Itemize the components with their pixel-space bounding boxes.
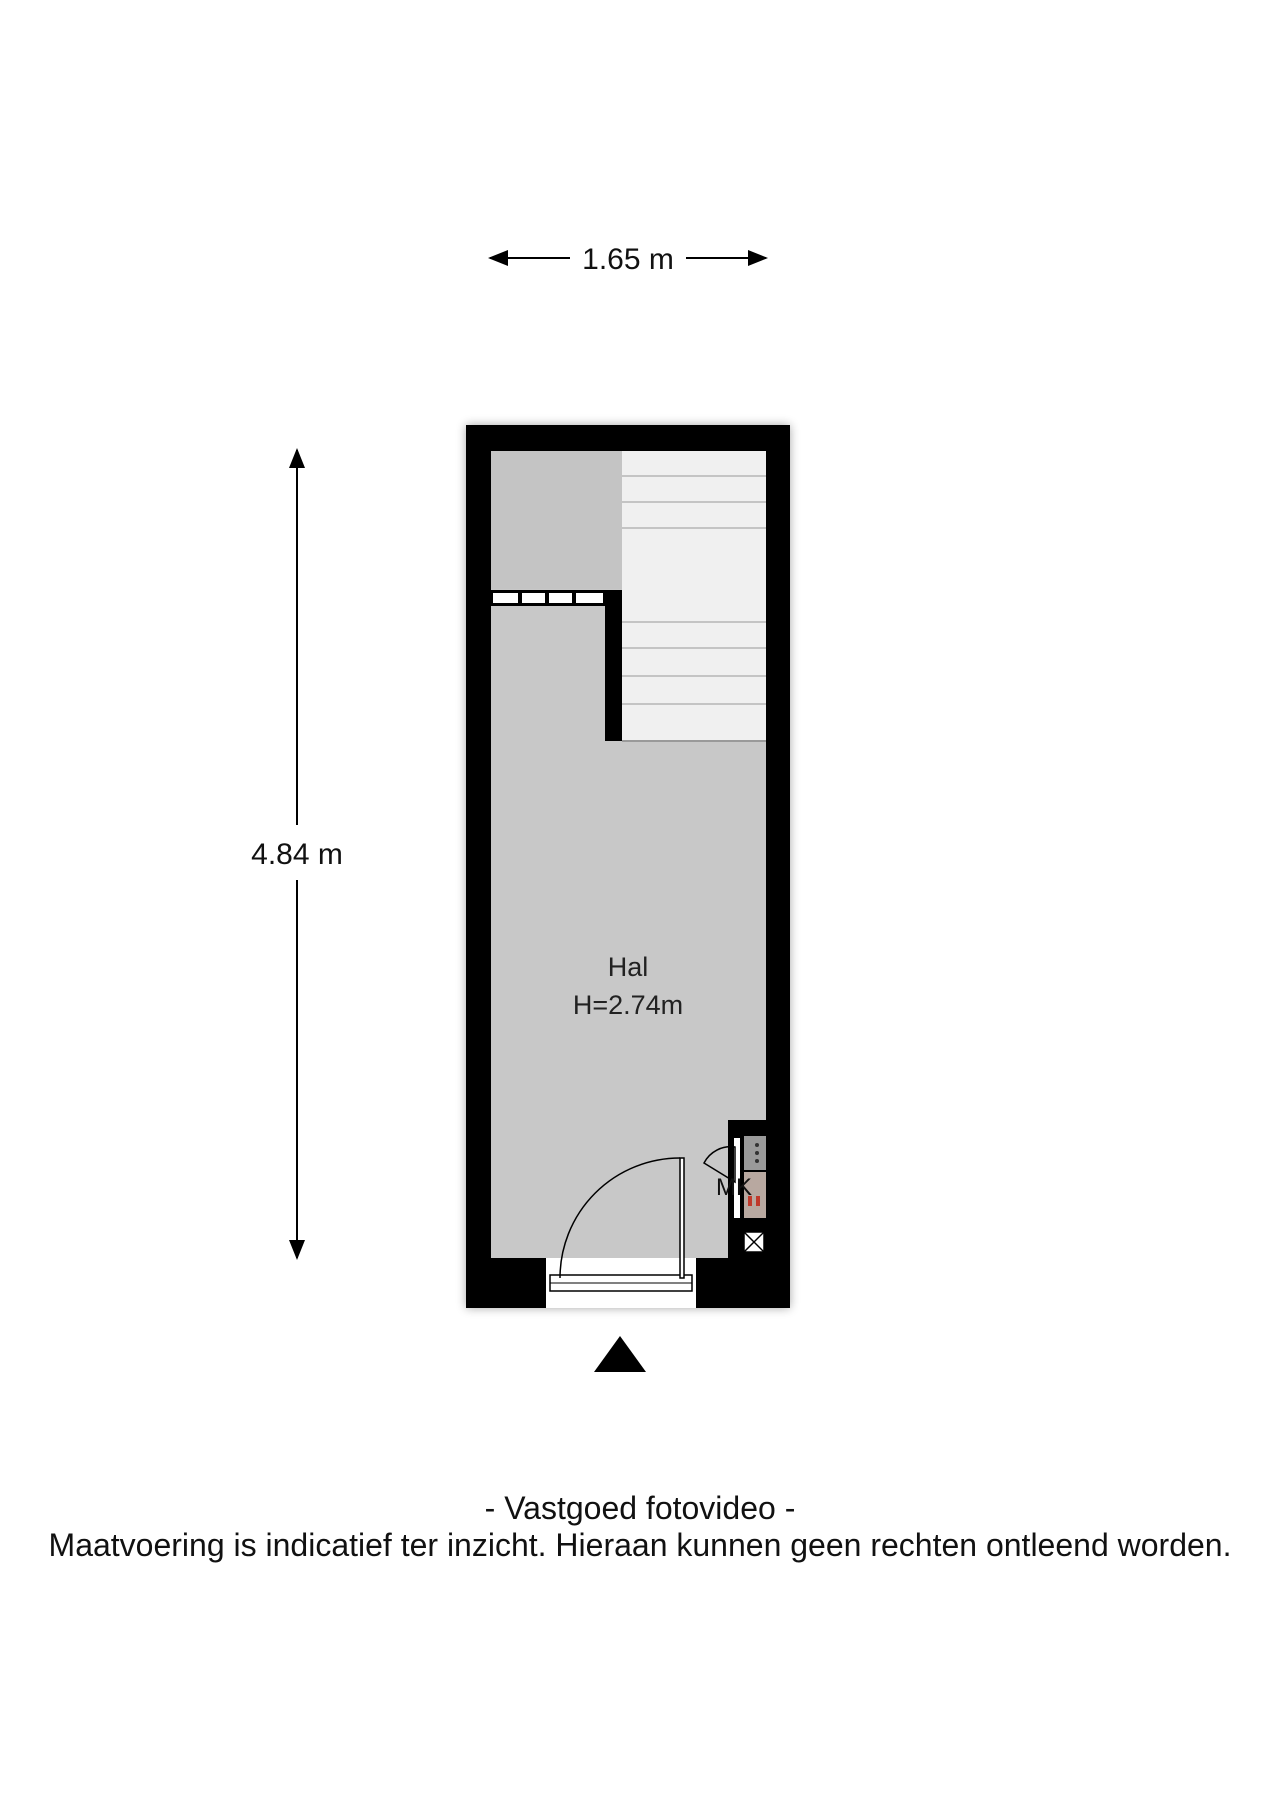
railing: [491, 590, 622, 606]
stairs-area: [622, 451, 766, 741]
depth-label: 4.84 m: [251, 838, 343, 871]
footer-credit: - Vastgoed fotovideo -: [484, 1490, 796, 1526]
meter-cupboard-label: MK: [716, 1174, 752, 1201]
width-dimension: [490, 243, 766, 276]
room-name: Hal: [607, 952, 649, 982]
stair-wall: [605, 590, 622, 741]
staircase: [622, 451, 766, 741]
width-label: 1.65 m: [582, 243, 674, 276]
footer-disclaimer: Maatvoering is indicatief ter inzicht. Hieraan kunnen geen rechten ontleend worden.: [48, 1527, 1232, 1563]
entrance-triangle-icon: [594, 1336, 646, 1372]
door-leaf: [680, 1158, 684, 1278]
room-height: H=2.74m: [572, 990, 684, 1020]
landing-floor: [491, 451, 622, 589]
depth-dimension: [251, 450, 343, 1258]
